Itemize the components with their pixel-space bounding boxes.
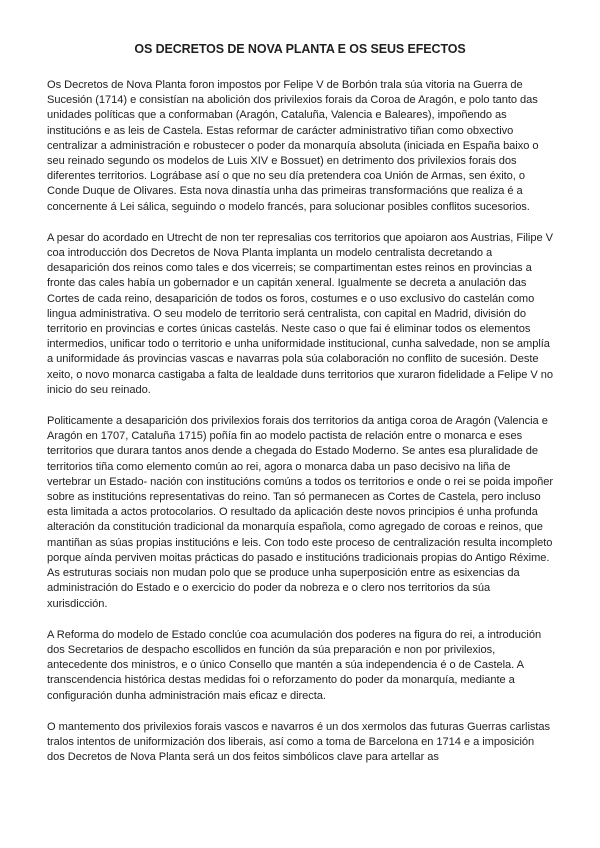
paragraph-2: A pesar do acordado en Utrecht de non ter represalias cos territorios que apoiaron aos Austrias, Filipe V coa introducción dos Decretos de Nova Planta implanta un modelo centralista decretando a desaparición dos reinos como tales e dos vicerreis; se compartimentan estes reinos en provincias a fronte das cales había un gobernador e un capitán xeneral. Igualmente se decreta a anulación das Cortes de cada reino, desaparición de todos os foros, costumes e o uso exclusivo do castelán como lingua administrativa. O seu modelo de territorio será centralista, con capital en Madrid, división do territorio en provincias e cortes únicas castelás. Neste caso o que fai é eliminar todos os elementos intermedios, unificar todo o territorio e unha uniformidade institucional, cunha salvedade, non se amplía a uniformidade ás provincias vascas e navarras pola súa colaboración no conflito de sucesión. Deste xeito, o novo monarca castigaba a falta de lealdade duns territorios que xuraron fidelidade a Felipe V no inicio do seu reinado. xyxy=(47,231,554,396)
document-page xyxy=(47,42,553,781)
paragraph-4: A Reforma do modelo de Estado conclúe coa acumulación dos poderes na figura do rei, a introdución dos Secretarios de despacho escollidos en función da súa preparación e non por privilexios, antecedente dos ministros, e o único Consello que mantén a súa independencia é o de Castela. A transcendencia histórica destas medidas foi o reforzamento do poder da monarquía, mediante a configuración dunha administración mais eficaz e directa. xyxy=(47,628,542,702)
paragraph-3: Politicamente a desaparición dos privilexios forais dos territorios da antiga coroa de Aragón (Valencia e Aragón en 1707, Cataluña 1715) poñía fin ao modelo pactista de relación entre o monarca e eses territorios que durara tantos anos dende a chegada do Estado Moderno. Se antes esa pluralidade de territorios tiña como elemento común ao rei, agora o monarca daba un paso decisivo na liña de vertebrar un Estado- nación con institucións comúns a todos os territorios e onde o rei se poida impoñer sobre as institucións representativas do reino. Tan só permanecen as Cortes de Castela, pero incluso esta limitada a actos protocolarios. O resultado da aplicación deste novos principios é unha profunda alteración da constitución tradicional da monarquía española, como agregado de coroas e reinos, que mantiñan as súas propias institucións e leis. Con todo este proceso de centralización resulta incompleto porque aínda perviven moitas prácticas do pasado e institucións tradicionais propias do Antigo Réxime. As estruturas sociais non mudan polo que se produce unha superposición entre as esixencias da administración do Estado e o exercicio do poder da nobreza e o clero nos territorios da súa xurisdicción. xyxy=(47,415,554,610)
paragraph-5: O mantemento dos privilexios forais vascos e navarros é un dos xermolos das futuras Guerras carlistas tralos intentos de uniformización dos liberais, así como a toma de Barcelona en 1714 e a imposición dos Decretos de Nova Planta será un dos feitos simbólicos clave para artellar as xyxy=(47,720,551,764)
document-title: OS DECRETOS DE NOVA PLANTA E OS SEUS EFECTOS xyxy=(134,42,466,56)
paragraph-1: Os Decretos de Nova Planta foron impostos por Felipe V de Borbón trala súa vitoria na Guerra de Sucesión (1714) e consistían na abolición dos privilexios forais da Coroa de Aragón, e polo tanto das unidades políticas que a conformaban (Aragón, Cataluña, Valencia e Baleares), impoñendo as institucións e as leis de Castela. Estas reformar de carácter administrativo tiñan como obxectivo centralizar a administración e robustecer o poder da monarquía absoluta (iniciada en España baixo o seu reinado segundo os modelos de Luis XIV e Bossuet) en detrimento dos privilexios forais dos diferentes territorios. Lográbase así o que no seu día pretendera coa Unión de Armas, sen éxito, o Conde Duque de Olivares. Esta nova dinastía unha das primeiras transformacións que realiza é a concernente á Lei sálica, seguindo o modelo francés, para solucionar posibles conflitos sucesorios. xyxy=(47,79,539,213)
